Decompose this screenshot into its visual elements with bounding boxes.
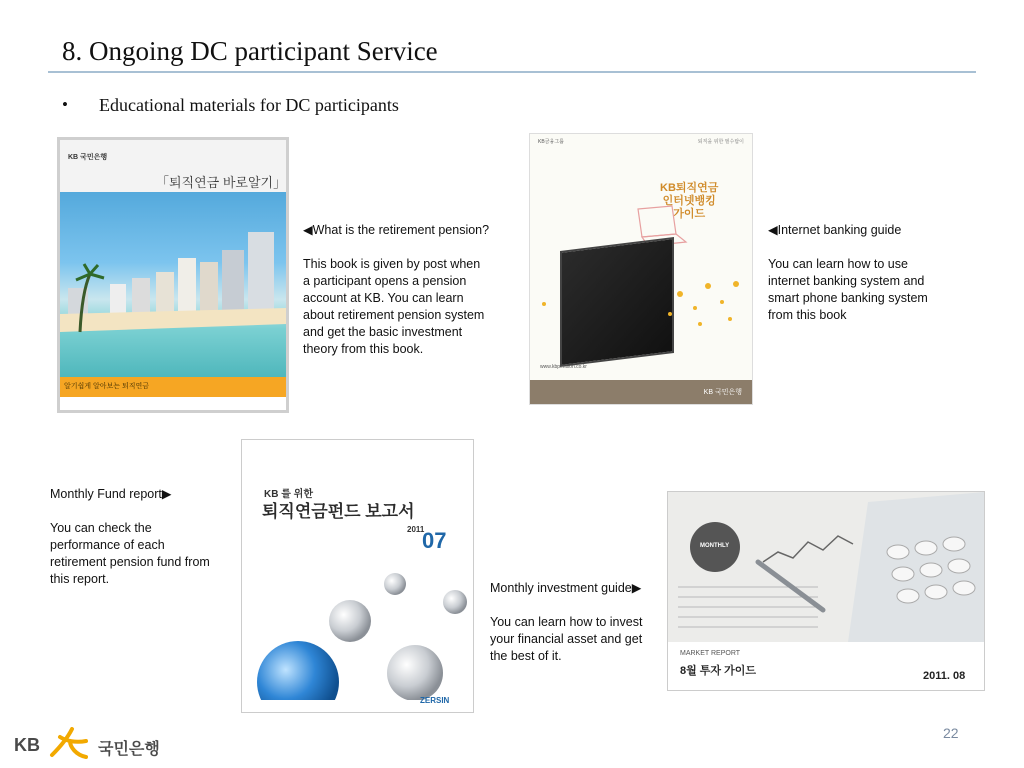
skyline-illustration <box>60 192 286 377</box>
kb-logo: KB 를 위한 <box>264 489 313 500</box>
cover-date: 2011. 08 <box>923 670 966 682</box>
glass-spheres-illustration <box>242 560 473 700</box>
internet-banking-guide-cover <box>529 133 753 405</box>
investment-guide-description <box>490 580 670 665</box>
desc-line: smart phone banking system <box>768 291 928 305</box>
bullet-text: Educational materials for DC participants <box>99 95 399 115</box>
desc-line: theory from this book. <box>303 342 424 356</box>
kb-logo: KB 국민은행 <box>68 154 108 161</box>
title-divider <box>48 71 976 73</box>
page-number: 22 <box>943 725 959 741</box>
cover-footer-bar <box>60 377 286 397</box>
cover-footer-text: 알기쉽게 알아보는 퇴직연금 <box>64 383 150 390</box>
market-report-label: MARKET REPORT <box>680 650 741 657</box>
bank-name: 국민은행 <box>98 741 160 758</box>
cover-title: 퇴직연금펀드 보고서 <box>262 502 415 521</box>
desc-line: your financial asset and get <box>490 632 643 646</box>
investment-guide-cover <box>667 491 985 691</box>
cover-year: 2011 <box>407 525 425 534</box>
cover-title: 8월 투자 가이드 <box>680 665 756 677</box>
fund-report-cover <box>241 439 474 713</box>
desc-line: retirement pension fund from <box>50 555 210 569</box>
star-sparkles <box>530 264 752 354</box>
pension-book-heading: ◀What is the retirement pension? <box>303 223 490 237</box>
fund-report-heading: Monthly Fund report▶ <box>50 487 172 501</box>
desc-line: from this book <box>768 308 847 322</box>
cover-url: www.kbpension.co.kr <box>540 364 587 370</box>
cover-month: 07 <box>422 528 447 553</box>
monthly-badge-text: MONTHLY <box>700 543 730 549</box>
desc-line: account at KB. You can learn <box>303 291 464 305</box>
kb-logo-text: KB <box>14 735 40 755</box>
kb-star-icon <box>46 727 94 761</box>
desc-line: performance of each <box>50 538 165 552</box>
internet-guide-description <box>768 222 968 324</box>
desc-line: the best of it. <box>490 649 562 663</box>
cover-title-line: 가이드 <box>673 208 706 220</box>
beach-city-photo <box>60 192 286 377</box>
pension-book-description <box>303 222 523 358</box>
investment-guide-heading: Monthly investment guide▶ <box>490 581 642 595</box>
desc-line: internet banking system and <box>768 274 925 288</box>
desc-line: this report. <box>50 572 110 586</box>
cover-top-right-text: 퇴직을 위한 필수탑이 <box>697 139 744 145</box>
cover-footer-bar <box>530 380 752 404</box>
internet-guide-heading: ◀Internet banking guide <box>768 223 902 237</box>
monthly-badge <box>690 522 740 572</box>
desc-line: You can learn how to invest <box>490 615 643 629</box>
desc-line: You can check the <box>50 521 152 535</box>
pension-book-cover <box>57 137 289 413</box>
kb-kookmin-bank-logo <box>14 733 164 759</box>
cover-top-left-text: KB금융그룹 <box>538 139 564 145</box>
desc-line: This book is given by post when <box>303 257 481 271</box>
cover-footer-text: KB 국민은행 <box>703 389 742 396</box>
desc-line: You can learn how to use <box>768 257 908 271</box>
fund-report-description <box>50 486 240 588</box>
brand-logo: ZERSIN <box>420 696 450 705</box>
cover-title-line: 인터넷뱅킹 <box>662 195 716 207</box>
slide-title: 8. Ongoing DC participant Service <box>62 36 438 66</box>
desc-line: and get the basic investment <box>303 325 463 339</box>
desc-line: a participant opens a pension <box>303 274 467 288</box>
cover-title-line: KB퇴직연금 <box>660 182 719 194</box>
bullet-marker: • <box>62 95 68 114</box>
desc-line: about retirement pension system <box>303 308 485 322</box>
cover-title: 「퇴직연금 바로알기」 <box>156 175 287 190</box>
